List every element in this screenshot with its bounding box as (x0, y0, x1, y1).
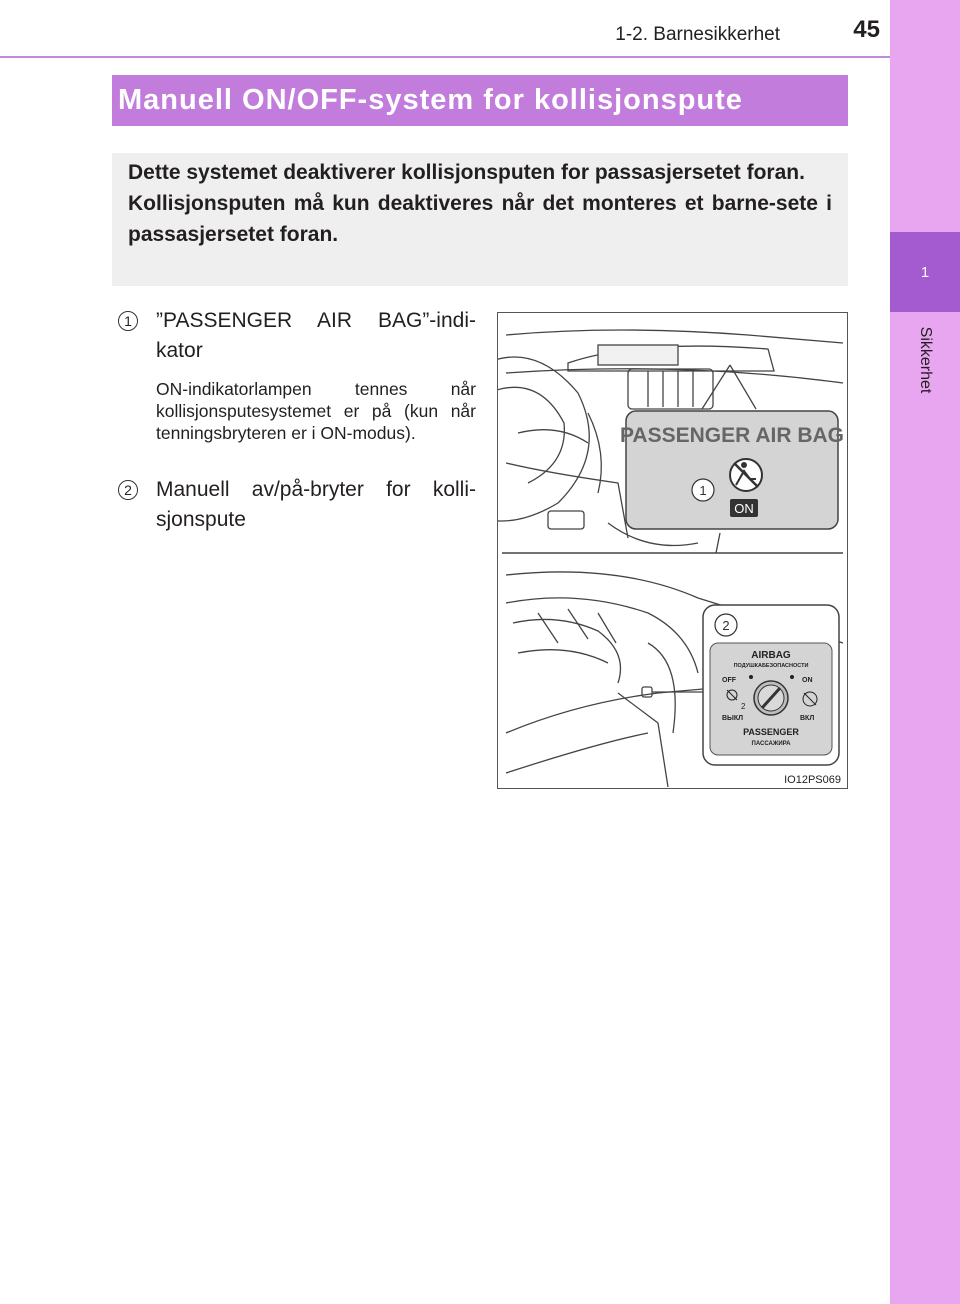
indicator-label: PASSENGER AIR BAG (619, 424, 845, 447)
intro-box (112, 153, 848, 286)
item-description: ON-indikatorlampen tennes når kollisjonsputesystemet er på (kun når tenningsbryteren er i ON-modus). (156, 379, 476, 443)
header-rule (0, 56, 890, 58)
chapter-label: Sikkerhet (917, 326, 934, 394)
switch-top-label-ru: ПОДУШКАБЕЗОПАСНОСТИ (733, 663, 809, 669)
chapter-number: 1 (890, 232, 960, 312)
key-switch-knob (754, 681, 788, 715)
page-number: 45 (853, 16, 880, 43)
dashboard-figure (497, 312, 848, 789)
list-item (118, 306, 476, 444)
dashboard-illustration (498, 313, 846, 787)
figure-code: IO12PS069 (784, 774, 841, 786)
switch-on-label-ru: ВКЛ (800, 715, 815, 722)
intro-line-1: Dette systemet deaktiverer kollisjonsputen for passasjersetet foran. (128, 161, 805, 184)
switch-callout-number: 2 (722, 618, 730, 633)
on-indicator-text: ON (734, 501, 754, 516)
indicator-callout-number: 1 (699, 483, 707, 498)
item-number-badge: 2 (118, 480, 138, 500)
switch-off-digit: 2 (741, 702, 746, 711)
page-title: Manuell ON/OFF-system for kollisjonspute (112, 75, 848, 126)
airbag-off-icon (730, 459, 762, 491)
switch-bottom-label: PASSENGER (743, 727, 799, 737)
item-title: ”PASSENGER AIR BAG”-indi-kator (156, 309, 476, 362)
list-item (118, 475, 476, 535)
switch-off-label-ru: ВЫКЛ (722, 715, 744, 722)
switch-bottom-label-ru: ПАССАЖИРА (751, 741, 791, 747)
item-number-badge: 1 (118, 311, 138, 331)
switch-top-label: AIRBAG (751, 650, 791, 661)
intro-line-2: Kollisjonsputen må kun deaktiveres når det monteres et barne-sete i passasjersetet foran. (128, 192, 832, 246)
switch-on-label: ON (802, 677, 813, 684)
item-title: Manuell av/på-bryter for kolli-sjonspute (156, 478, 476, 531)
section-title: 1-2. Barnesikkerhet (615, 24, 780, 45)
chapter-side-tab (890, 0, 960, 1304)
switch-off-label: OFF (722, 677, 736, 684)
